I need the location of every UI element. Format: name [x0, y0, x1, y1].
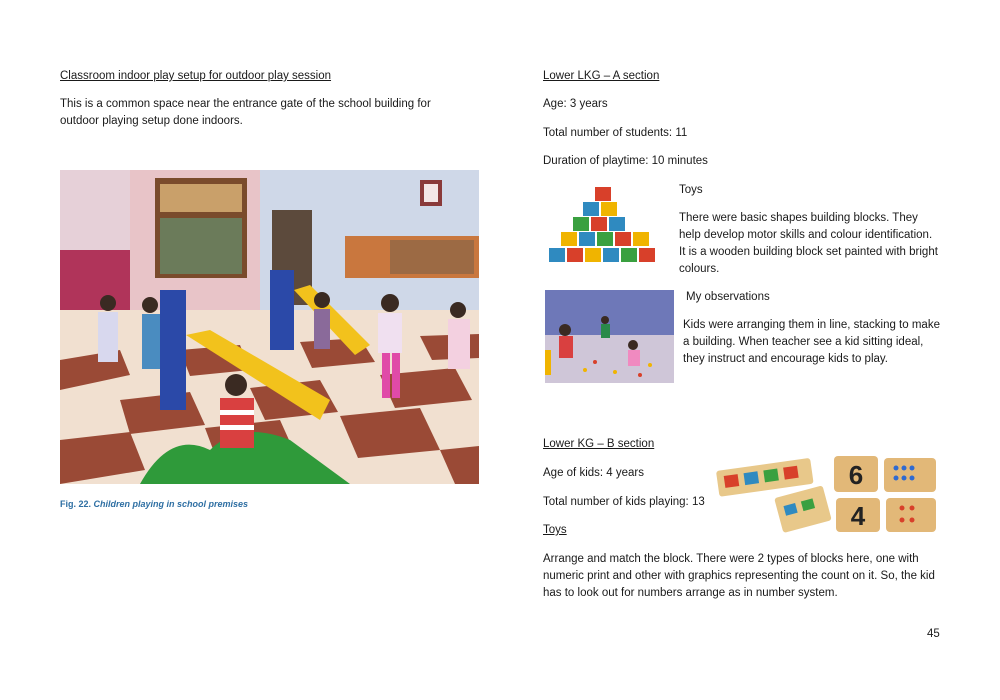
section-a-observations-label: My observations: [686, 291, 770, 303]
children-playing-photo: [60, 170, 479, 484]
section-a-heading: Lower LKG – A section: [543, 70, 660, 82]
section-a-toys-text: There were basic shapes building blocks. They help develop motor skills and colour identification. It is a wooden building block set painted with bright colours.: [679, 212, 938, 275]
figure-caption: [60, 499, 248, 509]
section-b-toys-label: Toys: [543, 524, 567, 536]
puzzle-digit-6: 6: [848, 460, 864, 490]
puzzle-digit-4: 4: [850, 501, 866, 531]
section-b-heading: Lower KG – B section: [543, 438, 655, 450]
section-b-total: Total number of kids playing: 13: [543, 496, 705, 508]
section-a-age: Age: 3 years: [543, 98, 608, 110]
page-number: 45: [927, 628, 940, 640]
section-a-observations-text: Kids were arranging them in line, stacking to make a building. When teacher see a kid sitting ideal, they instruct and encourage kids to play.: [683, 319, 940, 365]
section-a-duration: Duration of playtime: 10 minutes: [543, 155, 708, 167]
classroom-blocks-photo: [545, 290, 674, 383]
building-blocks-photo: [543, 182, 668, 272]
figure-caption-text: Children playing in school premises: [93, 499, 249, 509]
left-heading: Classroom indoor play setup for outdoor play session: [60, 70, 332, 82]
section-a-students: Total number of students: 11: [543, 127, 688, 139]
number-puzzle-photo: [712, 450, 942, 536]
figure-label: Fig. 22.: [60, 499, 92, 509]
section-b-toys-text: Arrange and match the block. There were 2 types of blocks here, one with numeric print and other with graphics representing the count on it. So, the kid has to look out for numbers arrange as in number system.: [543, 553, 935, 599]
left-paragraph: This is a common space near the entrance gate of the school building for outdoor playing setup done indoors.: [60, 98, 431, 127]
section-b-age: Age of kids: 4 years: [543, 467, 644, 479]
section-a-toys-label: Toys: [679, 184, 703, 196]
